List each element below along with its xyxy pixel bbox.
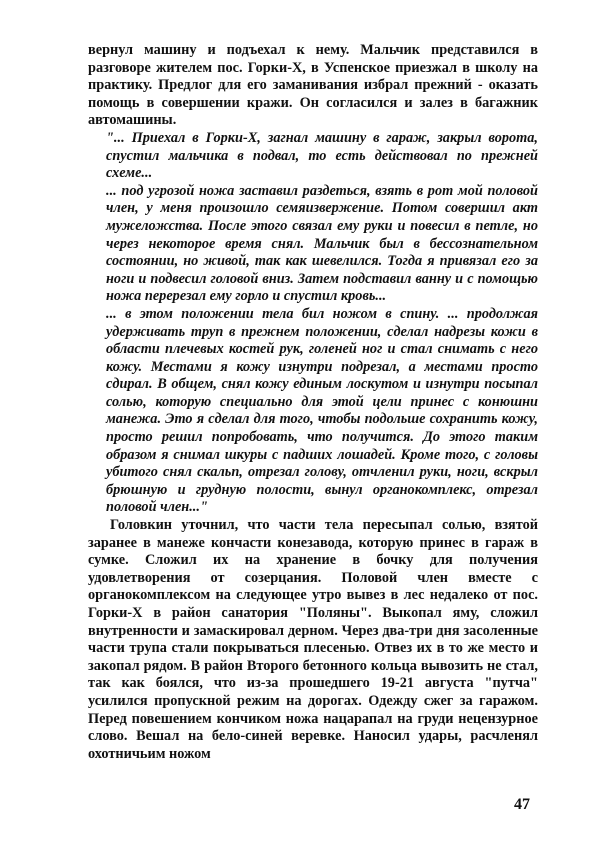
quote-block-2: ... под угрозой ножа заставил раздеться, взять в рот мой половой член, у меня произошло семяизвержение. Потом совершил акт мужеложства. После этого связал ему руки и повесил в петле, но через некоторое время снял. Мальчик был в бессознательном состоянии, но живой, так как шевелился. Тогда я привязал его за ноги и подвесил головой вниз. Затем подставил ванну и с помощью ножа перерезал ему горло и спустил кровь...	[106, 182, 538, 305]
text-block	[88, 42, 538, 763]
paragraph-golovkin: Головкин уточнил, что части тела пересыпал солью, взятой заранее в манеже кончасти конезавода, которую принес в гараж в сумке. Сложил их на хранение в бочку для получения удовлетворения от созерцания. Половой член вместе с органокомплексом на следующее утро вывез в лес недалеко от пос. Горки-Х в район санатория "Поляны". Выкопал яму, сложил внутренности и замаскировал дерном. Через два-три дня засоленные части трупа стали покрываться плесенью. Отвез их в то же место и закопал рядом. В район Второго бетонного кольца вывозить не стал, так как боялся, что из-за прошедшего 19-21 августа "путча" усилился пропускной режим на дорогах. Одежду сжег за гаражом. Перед повешением кончиком ножа нацарапал на груди нецензурное слово. Вешал на бело-синей веревке. Наносил удары, расчленял охотничьим ножом	[88, 517, 538, 762]
quote-block-3: ... в этом положении тела бил ножом в спину. ... продолжая удерживать труп в прежнем положении, сделал надрезы кожи в области плечевых костей рук, голеней ног и стал снимать с него кожу. Местами я кожу изнутри подрезал, а местами просто сдирал. В общем, снял кожу единым лоскутом и изнутри посыпал солью, которую специально для этой цели принес с конюшни манежа. Это я сделал для того, чтобы подольше сохранить кожу, просто решил попробовать, что получится. До этого таким образом я снимал шкуры с падших лошадей. Кроме того, с головы убитого снял скальп, отрезал голову, отчленил руки, ноги, вскрыл брюшную и грудную полости, вынул органокомплекс, отрезал половой член..."	[106, 305, 538, 516]
quote-block-1: "... Приехал в Горки-Х, загнал машину в гараж, закрыл ворота, спустил мальчика в подвал, то есть действовал по прежней схеме...	[106, 129, 538, 182]
paragraph-continued: вернул машину и подъехал к нему. Мальчик представился в разговоре жителем пос. Горки-Х, в Успенское приезжал в школу на практику. Предлог для его заманивания избрал прежний - оказать помощь в совершении кражи. Он согласился и залез в багажник автомашины.	[88, 42, 538, 129]
page-number: 47	[514, 796, 530, 813]
